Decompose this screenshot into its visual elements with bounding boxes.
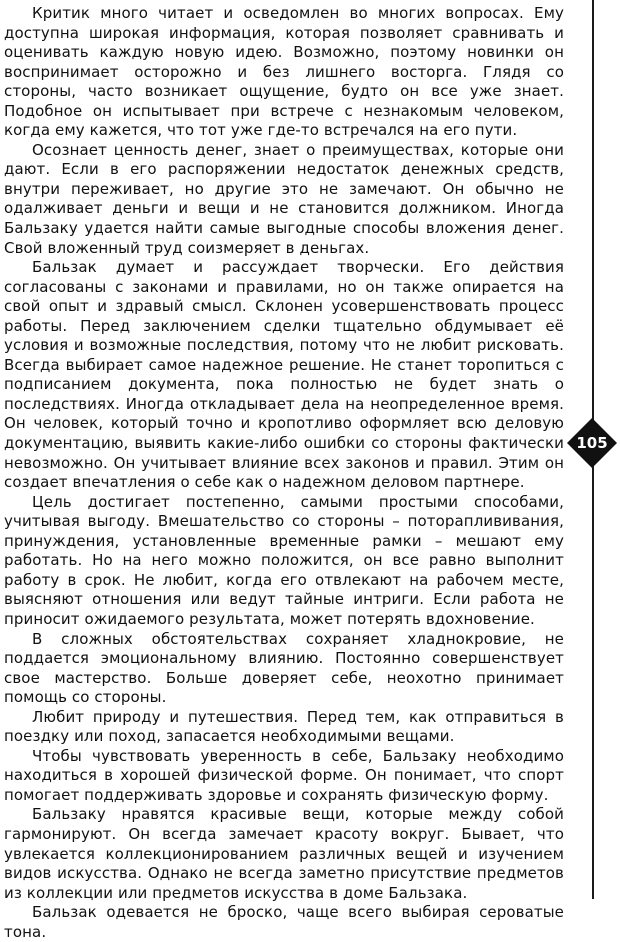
paragraph-5: В сложных обстоятельствах сохраняет хладнокровие, не поддается эмоциональному влиянию. Постоянно совершенствует свое мастерство. Больше доверяет себе, неохотно принимает помощь со стороны.	[4, 629, 564, 707]
paragraph-2: Осознает ценность денег, знает о преимуществах, которые они дают. Если в его распоряжении недостаток денежных средств, внутри переживает, но другие это не замечают. Он обычно не одалживает деньги и вещи и не становится должником. Иногда Бальзаку удается найти самые выгодные способы вложения денег. Свой вложенный труд соизмеряет в деньгах.	[4, 140, 564, 257]
paragraph-8: Бальзаку нравятся красивые вещи, которые между собой гармонируют. Он всегда замечает красоту вокруг. Бывает, что увлекается коллекционированием различных вещей и изучением видов искусства. Однако не всегда заметно присутствие предметов из коллекции или предметов искусства в доме Бальзака.	[4, 805, 564, 902]
text-column	[4, 4, 564, 942]
paragraph-3: Бальзак думает и рассуждает творчески. Его действия согласованы с законами и правилами, но он также опирается на свой опыт и здравый смысл. Склонен усовершенствовать процесс работы. Перед заключением сделки тщательно обдумывает её условия и возможные последствия, потому что не любит рисковать. Всегда выбирает самое надежное решение. Не станет торопиться с подписанием документа, пока полностью не будет знать о последствиях. Иногда откладывает дела на неопределенное время. Он человек, который точно и кропотливо оформляет всю деловую документацию, выявить какие-либо ошибки со стороны фактически невозможно. Он учитывает влияние всех законов и правил. Этим он создает впечатления о себе как о надежном деловом партнере.	[4, 258, 564, 492]
page-number-marker	[567, 418, 617, 468]
page-number: 105	[576, 434, 608, 452]
paragraph-4: Цель достигает постепенно, самыми простыми способами, учитывая выгоду. Вмешательство со стороны – потораплививания, принуждения, установленные временные рамки – мешают ему работать. Но на него можно положится, он все равно выполнит работу в срок. Не любит, когда его отвлекают на рабочем месте, выясняют отношения или ведут тайные интриги. Если работа не приносит ожидаемого результата, может потерять вдохновение.	[4, 492, 564, 628]
paragraph-9: Бальзак одевается не броско, чаще всего выбирая сероватые тона.	[4, 903, 564, 941]
paragraph-6: Любит природу и путешествия. Перед тем, как отправиться в поездку или поход, запасается необходимыми вещами.	[4, 707, 564, 746]
paragraph-1: Критик много читает и осведомлен во многих вопросах. Ему доступна широкая информация, которая позволяет сравнивать и оценивать каждую новую идею. Возможно, поэтому новинки он воспринимает осторожно и без лишнего восторга. Глядя со стороны, часто возникает ощущение, будто он все уже знает. Подобное он испытывает при встрече с незнакомым человеком, когда ему кажется, что тот уже где-то встречался на его пути.	[4, 4, 564, 140]
paragraph-7: Чтобы чувствовать уверенность в себе, Бальзаку необходимо находиться в хорошей физической форме. Он понимает, что спорт помогает поддерживать здоровье и сохранять физическую форму.	[4, 746, 564, 804]
